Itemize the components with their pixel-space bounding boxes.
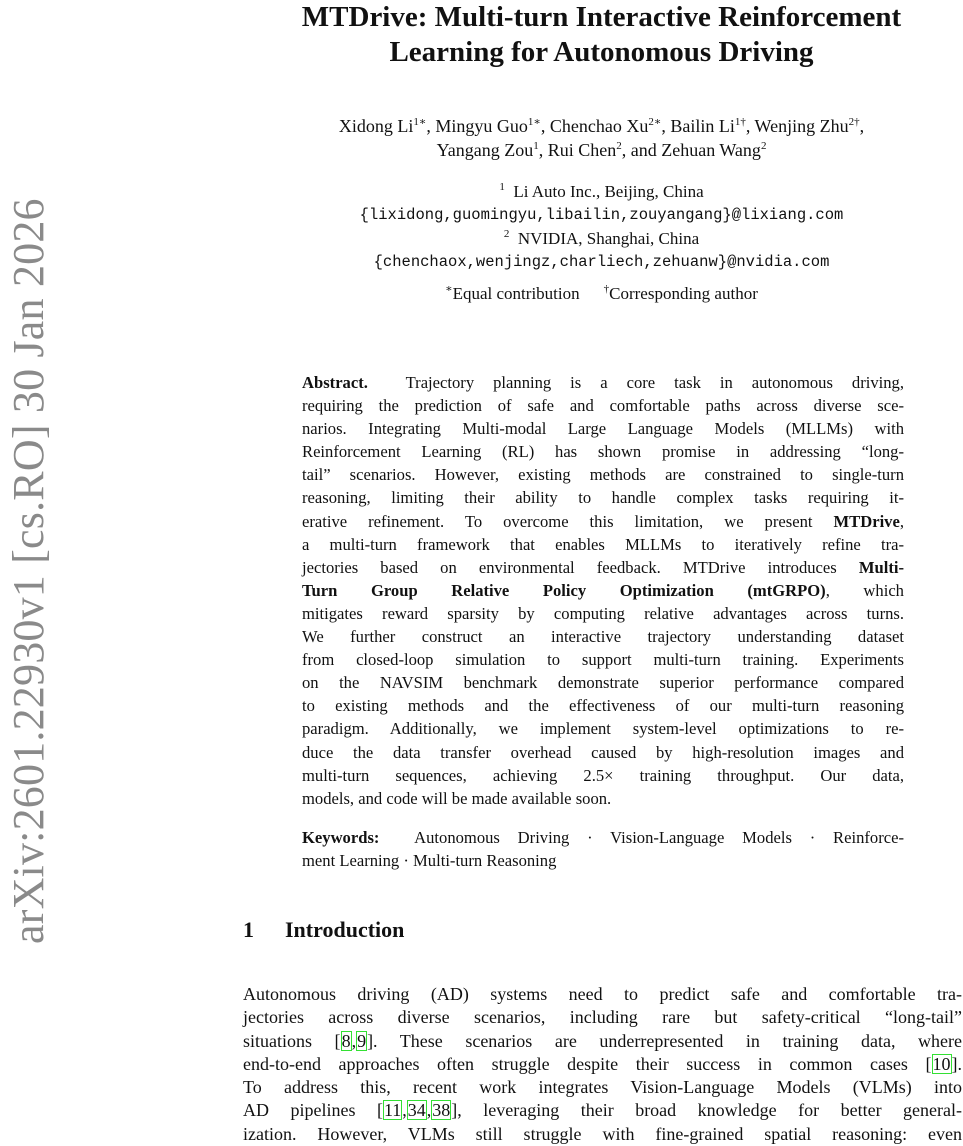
paper-title: [240, 0, 963, 70]
mtgrpo-emphasis: Turn Group Relative Policy Optimization (mtGRPO): [302, 580, 826, 600]
author-affil-mark: 2†: [848, 116, 860, 128]
author-affil-mark: 1: [533, 140, 539, 152]
section-heading-introduction: [243, 916, 404, 944]
citation-link[interactable]: 9: [357, 1030, 367, 1051]
author: and Zehuan Wang: [630, 140, 761, 160]
affiliation-2-emails: {chenchaox,wenjingz,charliech,zehuanw}@nvidia.com: [373, 252, 830, 271]
arxiv-identifier-stamp: arXiv:2601.22930v1 [cs.RO] 30 Jan 2026: [4, 198, 53, 944]
author: Xidong Li: [338, 116, 414, 136]
citation-link[interactable]: 34: [407, 1100, 426, 1121]
author: Chenchao Xu: [549, 116, 649, 136]
author-notes: ∗Equal contribution †Corresponding author: [445, 283, 758, 303]
citation-link[interactable]: 10: [932, 1053, 951, 1074]
corresponding-author-note: Corresponding author: [609, 284, 758, 303]
title-line-2: Learning for Autonomous Driving: [389, 36, 814, 68]
author-affil-mark: 1†: [734, 116, 746, 128]
author: Yangang Zou: [436, 140, 534, 160]
keywords: Keywords: Autonomous Driving · Vision-Language Models · Reinforce- ment Learning · Multi-turn Reasoning: [302, 828, 904, 871]
introduction-body: Autonomous driving (AD) systems need to predict safe and comfortable tra- jectories across diverse scenarios, including rare but safety-critical “long-tail” situations [8,9]. These scenarios are underrepresented in training data, where end-to-end approaches often struggle despite their success in common cases [10]. To address this, recent work integrates Vision-Language Models (VLMs) into AD pipelines [11,34,38], leveraging their broad knowledge for better general- ization. However, VLMs still struggle with fine-grained spatial reasoning: even: [243, 984, 963, 1144]
author-list: Xidong $Li^{1∗}$, Mingyu Guo$^{1∗}$, Chenchao $Xu^{2∗}$, Bailin $Li^{1\dagger}$, Wenjing Zhu$^{2\dagger}$, Yangang Zou$^1$, Rui Chen$^2$, and Zehuan Wang$^2$: [338, 116, 865, 160]
section-title: Introduction: [285, 917, 405, 942]
abstract: Abstract. Trajectory planning is a core task in autonomous driving, requiring the prediction of safe and comfortable paths across diverse sce- narios. Integrating Multi-modal Large Language Models (MLLMs) with Reinforcement Learning (RL) has shown promise in addressing “long- tail” scenarios. However, existing methods are constrained to single-turn reasoning, limiting their ability to handle complex tasks requiring it- erative refinement. To overcome this limitation, we present MTDrive, a multi-turn framework that enables MLLMs to iteratively refine tra- jectories based on environmental feedback. MTDrive introduces Multi- Turn Group Relative Policy Optimization (mtGRPO), which mitigates reward sparsity by computing relative advantages across turns. We further construct an interactive trajectory understanding dataset from closed-loop simulation to support multi-turn training. Experiments on the NAVSIM benchmark demonstrate superior performance compared to existing methods and the effectiveness of our multi-turn reasoning paradigm. Additionally, we implement system-level optimizations to re- duce the data transfer overhead caused by high-resolution images and multi-turn sequences, achieving 2.5× training throughput. Our data, models, and code will be made available soon.: [302, 373, 904, 808]
affiliation-1-emails: {lixidong,guomingyu,libailin,zouyangang}@lixiang.com: [359, 205, 844, 224]
author-affil-mark: 2: [616, 140, 622, 152]
citation-link[interactable]: 8: [341, 1030, 351, 1051]
affiliation-2: $^2$ NVIDIA, Shanghai, China: [503, 228, 700, 248]
equal-contribution-note: Equal contribution: [452, 284, 580, 303]
author-affil-mark: 1∗: [527, 116, 541, 128]
author-affil-mark: 2: [760, 140, 767, 152]
author-affil-mark: 2∗: [648, 116, 662, 128]
author: Wenjing Zhu: [754, 116, 849, 136]
author: Mingyu Guo: [435, 116, 528, 136]
keywords-label: Keywords:: [302, 828, 380, 847]
affiliation-1: $^1$ Li Auto Inc., Beijing, China: [499, 181, 704, 201]
citation-link[interactable]: 11: [383, 1100, 402, 1121]
author: Rui Chen: [547, 140, 617, 160]
title-line-1: MTDrive: Multi-turn Interactive Reinforcement: [301, 1, 902, 33]
section-number: 1: [243, 917, 254, 942]
author: Bailin Li: [670, 116, 735, 136]
affiliations: [240, 180, 963, 274]
citation-link[interactable]: 38: [432, 1100, 451, 1121]
mtdrive-emphasis: MTDrive: [833, 511, 900, 531]
author-affil-mark: 1∗: [413, 116, 427, 128]
abstract-label: Abstract.: [302, 373, 368, 392]
